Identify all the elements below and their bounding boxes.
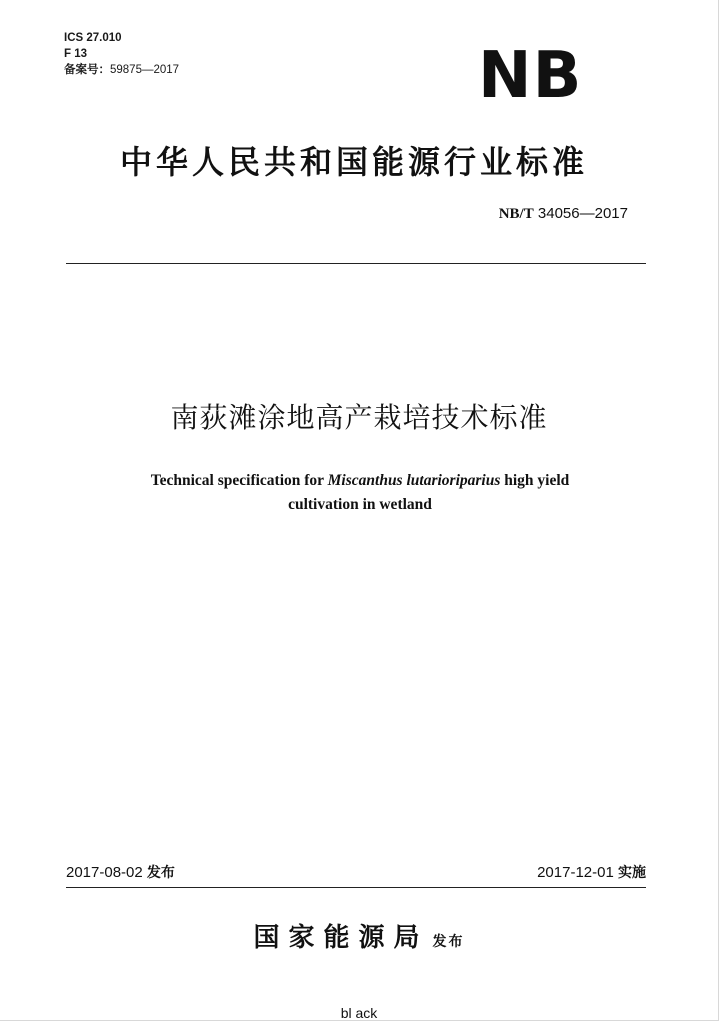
standard-code	[499, 204, 628, 224]
issue-date	[66, 862, 175, 884]
record-number-line	[64, 62, 179, 78]
effective-date-label: 实施	[618, 865, 646, 881]
footer-caption: bl ack	[340, 1005, 378, 1021]
classification-block	[64, 30, 179, 78]
standard-code-prefix: NB/T	[498, 206, 534, 222]
top-divider	[66, 263, 646, 264]
effective-date-value: 2017-12-01	[537, 864, 614, 881]
english-title	[60, 469, 660, 517]
nb-logo: NB	[478, 39, 583, 113]
ics-code: ICS 27.010	[64, 32, 122, 44]
record-number: 59875—2017	[110, 64, 180, 76]
effective-date	[537, 862, 646, 884]
english-title-part-1: Technical specification for	[150, 472, 328, 489]
english-title-species: Miscanthus lutarioriparius	[327, 472, 501, 489]
english-title-part-2: high yield	[500, 472, 570, 489]
english-title-line-1	[60, 469, 660, 493]
issue-date-value: 2017-08-02	[66, 864, 143, 881]
issue-date-label: 发布	[146, 865, 175, 881]
chinese-title: 南荻滩涂地高产栽培技术标准	[170, 401, 548, 434]
issuer-action: 发布	[432, 934, 465, 950]
english-title-line-2: cultivation in wetland	[288, 496, 432, 513]
bottom-divider	[66, 887, 646, 888]
issuer-line	[0, 920, 718, 956]
industry-standard-title: 中华人民共和国能源行业标准	[119, 143, 588, 181]
issuer-organization: 国家能源局	[253, 923, 429, 953]
standard-code-number: 34056—2017	[537, 205, 628, 222]
record-label: 备案号：	[64, 64, 110, 76]
class-code: F 13	[64, 48, 88, 60]
